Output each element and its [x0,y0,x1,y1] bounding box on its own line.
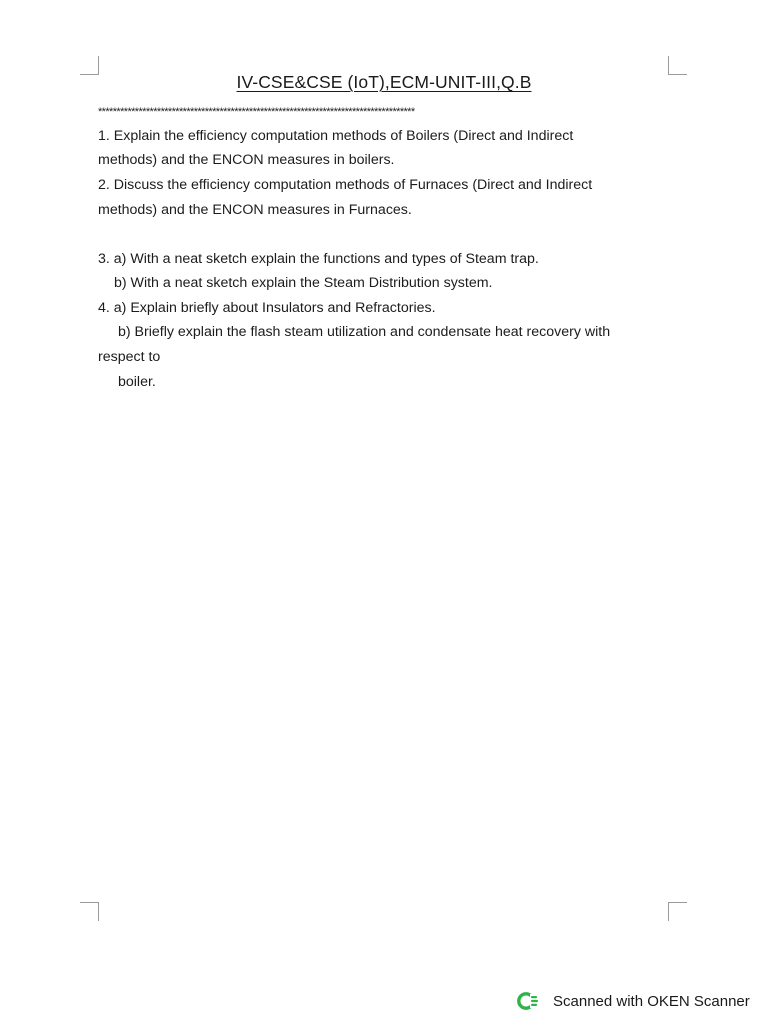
separator-line: ************************************************************************************** [98,106,415,118]
scanner-watermark [517,989,750,1013]
question-4b-line-1: b) Briefly explain the flash steam utilization and condensate heat recovery with [118,324,611,340]
question-4a: 4. a) Explain briefly about Insulators and Refractories. [98,300,436,316]
crop-mark-bottom-left [80,902,99,921]
question-4b-line-2: respect to [98,349,161,365]
question-2-line-1: 2. Discuss the efficiency computation methods of Furnaces (Direct and Indirect [98,177,593,193]
question-4b-line-3: boiler. [118,374,156,390]
question-3b: b) With a neat sketch explain the Steam Distribution system. [114,275,493,291]
document-title [0,72,768,93]
watermark-text: Scanned with OKEN Scanner [553,992,750,1010]
question-1-line-1: 1. Explain the efficiency computation methods of Boilers (Direct and Indirect [98,128,574,144]
crop-mark-bottom-right [668,902,687,921]
question-2-line-2: methods) and the ENCON measures in Furnaces. [98,202,412,218]
question-3a: 3. a) With a neat sketch explain the functions and types of Steam trap. [98,251,539,267]
oken-scanner-logo-icon [517,990,539,1012]
document-title-text: IV-CSE&CSE (IoT),ECM-UNIT-III,Q.B [236,72,532,92]
question-1-line-2: methods) and the ENCON measures in boilers. [98,152,395,168]
